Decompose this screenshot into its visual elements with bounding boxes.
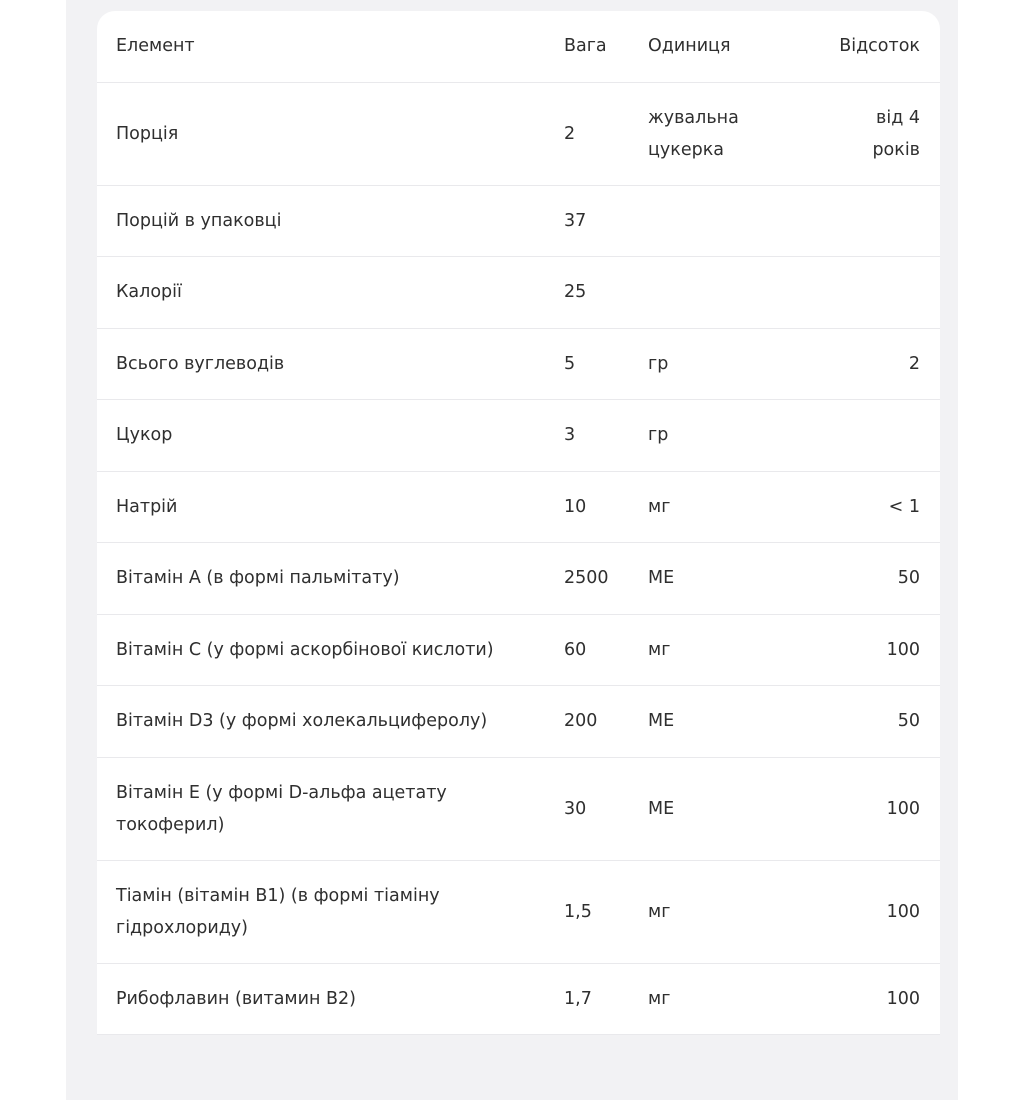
nutrition-table-card: [97, 11, 940, 1035]
cell-element: Вітамін Е (у формі D-альфа ацетату токоферил): [97, 757, 544, 860]
cell-weight: 200: [544, 686, 628, 758]
cell-element: Калорії: [97, 257, 544, 329]
header-percent: Відсоток: [758, 11, 940, 82]
cell-unit: МЕ: [628, 686, 758, 758]
cell-element: Натрій: [97, 471, 544, 543]
cell-unit: МЕ: [628, 543, 758, 615]
table-row: [97, 185, 940, 257]
cell-percent: 100: [758, 757, 940, 860]
cell-weight: 1,7: [544, 963, 628, 1035]
cell-weight: 25: [544, 257, 628, 329]
cell-unit: [628, 185, 758, 257]
cell-unit: [628, 257, 758, 329]
cell-weight: 3: [544, 400, 628, 472]
cell-unit: гр: [628, 328, 758, 400]
cell-element: Вітамін А (в формі пальмітату): [97, 543, 544, 615]
cell-element: Вітамін С (у формі аскорбінової кислоти): [97, 614, 544, 686]
table-row: [97, 257, 940, 329]
table-row: [97, 757, 940, 860]
cell-unit: гр: [628, 400, 758, 472]
table-row: [97, 543, 940, 615]
table-row: [97, 686, 940, 758]
table-row: [97, 471, 940, 543]
cell-weight: 10: [544, 471, 628, 543]
cell-element: Порція: [97, 82, 544, 185]
cell-unit: жувальна цукерка: [628, 82, 758, 185]
cell-element: Рибофлавин (витамин В2): [97, 963, 544, 1035]
cell-element: Вітамін D3 (у формі холекальциферолу): [97, 686, 544, 758]
cell-percent: [758, 257, 940, 329]
cell-weight: 1,5: [544, 860, 628, 963]
cell-percent: 2: [758, 328, 940, 400]
header-element: Елемент: [97, 11, 544, 82]
table-header-row: [97, 11, 940, 82]
cell-percent: 100: [758, 614, 940, 686]
cell-percent: 50: [758, 543, 940, 615]
cell-unit: мг: [628, 614, 758, 686]
table-row: [97, 328, 940, 400]
cell-weight: 5: [544, 328, 628, 400]
cell-percent: 50: [758, 686, 940, 758]
header-unit: Одиниця: [628, 11, 758, 82]
cell-percent: [758, 82, 940, 185]
cell-percent: 100: [758, 860, 940, 963]
nutrition-table: [97, 11, 940, 1035]
table-row: [97, 614, 940, 686]
cell-element: Тіамін (вітамін В1) (в формі тіаміну гідрохлориду): [97, 860, 544, 963]
cell-percent: [758, 400, 940, 472]
cell-unit: мг: [628, 860, 758, 963]
cell-percent: < 1: [758, 471, 940, 543]
cell-unit: МЕ: [628, 757, 758, 860]
table-row: [97, 82, 940, 185]
cell-unit: мг: [628, 963, 758, 1035]
cell-weight: 2500: [544, 543, 628, 615]
table-row: [97, 400, 940, 472]
cell-weight: 37: [544, 185, 628, 257]
cell-unit: мг: [628, 471, 758, 543]
cell-weight: 2: [544, 82, 628, 185]
cell-element: Порцій в упаковці: [97, 185, 544, 257]
table-row: [97, 860, 940, 963]
cell-weight: 30: [544, 757, 628, 860]
cell-weight: 60: [544, 614, 628, 686]
cell-element: Всього вуглеводів: [97, 328, 544, 400]
cell-percent: 100: [758, 963, 940, 1035]
cell-percent: [758, 185, 940, 257]
header-weight: Вага: [544, 11, 628, 82]
cell-element: Цукор: [97, 400, 544, 472]
cell-percent-text: від 4 років: [872, 107, 920, 160]
